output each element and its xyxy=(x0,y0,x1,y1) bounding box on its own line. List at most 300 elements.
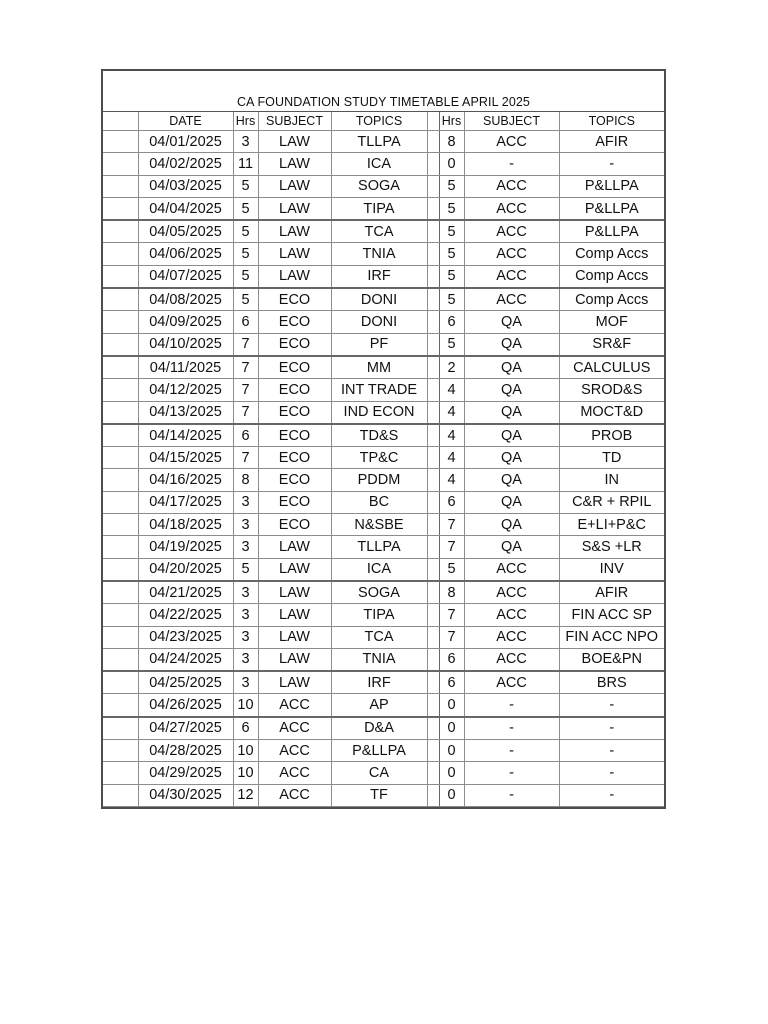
topics-cell-2: AFIR xyxy=(559,581,664,604)
topics-cell-1: D&A xyxy=(331,717,427,740)
date-cell: 04/10/2025 xyxy=(138,333,233,356)
blank-cell xyxy=(103,762,138,784)
hrs-cell-2: 4 xyxy=(439,379,464,401)
table-row xyxy=(103,671,664,694)
subject-cell-1: LAW xyxy=(258,604,331,626)
topics-cell-1: AP xyxy=(331,694,427,717)
blank-cell xyxy=(103,671,138,694)
table-row xyxy=(103,648,664,671)
blank-cell xyxy=(103,648,138,671)
subject-cell-2: - xyxy=(464,784,559,806)
hrs-cell-1: 8 xyxy=(233,469,258,491)
hrs-cell-2: 5 xyxy=(439,265,464,288)
table-row xyxy=(103,401,664,424)
blank-header xyxy=(103,112,138,131)
gap-cell xyxy=(427,784,439,806)
topics-cell-1: PF xyxy=(331,333,427,356)
subject-cell-2: ACC xyxy=(464,197,559,220)
gap-cell xyxy=(427,447,439,469)
blank-cell xyxy=(103,784,138,806)
topics-cell-1: CA xyxy=(331,762,427,784)
table-row xyxy=(103,536,664,558)
table-row xyxy=(103,356,664,379)
topics-cell-2: P&LLPA xyxy=(559,175,664,197)
date-cell: 04/27/2025 xyxy=(138,717,233,740)
topics-cell-1: PDDM xyxy=(331,469,427,491)
subject-cell-2: ACC xyxy=(464,131,559,153)
table-row xyxy=(103,626,664,648)
hrs-cell-1: 7 xyxy=(233,379,258,401)
date-cell: 04/13/2025 xyxy=(138,401,233,424)
date-cell: 04/01/2025 xyxy=(138,131,233,153)
topics-cell-2: - xyxy=(559,717,664,740)
date-cell: 04/29/2025 xyxy=(138,762,233,784)
topics-cell-2: MOF xyxy=(559,311,664,333)
gap-cell xyxy=(427,717,439,740)
hrs-cell-1: 5 xyxy=(233,220,258,243)
subject-cell-1: ECO xyxy=(258,424,331,447)
hrs-cell-2: 5 xyxy=(439,243,464,265)
subject-cell-1: ECO xyxy=(258,469,331,491)
topics-cell-1: TNIA xyxy=(331,648,427,671)
subject-cell-1: LAW xyxy=(258,558,331,581)
subject-cell-1: ECO xyxy=(258,288,331,311)
hrs-cell-1: 3 xyxy=(233,671,258,694)
subject-cell-2: QA xyxy=(464,514,559,536)
blank-cell xyxy=(103,558,138,581)
table-row xyxy=(103,558,664,581)
hrs-cell-1: 7 xyxy=(233,356,258,379)
hrs-cell-1: 3 xyxy=(233,648,258,671)
hrs-cell-1: 10 xyxy=(233,762,258,784)
blank-cell xyxy=(103,469,138,491)
hrs-cell-1: 3 xyxy=(233,131,258,153)
hrs-cell-2: 4 xyxy=(439,424,464,447)
date-cell: 04/02/2025 xyxy=(138,153,233,175)
topics-cell-1: TIPA xyxy=(331,604,427,626)
hrs-cell-1: 7 xyxy=(233,401,258,424)
gap-header xyxy=(427,112,439,131)
table-row xyxy=(103,469,664,491)
timetable-sheet xyxy=(101,69,666,809)
title-row xyxy=(103,71,664,112)
topics-cell-2: Comp Accs xyxy=(559,265,664,288)
table-row xyxy=(103,694,664,717)
date-cell: 04/16/2025 xyxy=(138,469,233,491)
subject-cell-1: ACC xyxy=(258,784,331,806)
blank-cell xyxy=(103,288,138,311)
gap-cell xyxy=(427,536,439,558)
subject-cell-2: ACC xyxy=(464,671,559,694)
subject-cell-2: ACC xyxy=(464,288,559,311)
table-row xyxy=(103,717,664,740)
gap-cell xyxy=(427,265,439,288)
hrs-cell-2: 5 xyxy=(439,175,464,197)
topics-cell-1: TNIA xyxy=(331,243,427,265)
date-cell: 04/07/2025 xyxy=(138,265,233,288)
timetable-title: CA FOUNDATION STUDY TIMETABLE APRIL 2025 xyxy=(237,95,530,109)
topics-cell-1: TCA xyxy=(331,626,427,648)
hrs-cell-1: 3 xyxy=(233,514,258,536)
topics-cell-1: IRF xyxy=(331,671,427,694)
topics-cell-2: IN xyxy=(559,469,664,491)
hrs-cell-1: 5 xyxy=(233,243,258,265)
date-cell: 04/12/2025 xyxy=(138,379,233,401)
date-cell: 04/26/2025 xyxy=(138,694,233,717)
gap-cell xyxy=(427,514,439,536)
topics-cell-2: BOE&PN xyxy=(559,648,664,671)
subject-cell-2: QA xyxy=(464,333,559,356)
subject-cell-2: ACC xyxy=(464,265,559,288)
hrs-cell-1: 5 xyxy=(233,288,258,311)
topics-cell-1: ICA xyxy=(331,153,427,175)
timetable-body xyxy=(103,131,664,807)
blank-cell xyxy=(103,243,138,265)
topics-cell-2: TD xyxy=(559,447,664,469)
topics-cell-1: DONI xyxy=(331,288,427,311)
subject-cell-2: QA xyxy=(464,536,559,558)
table-row xyxy=(103,175,664,197)
subject-header-2: SUBJECT xyxy=(464,112,559,131)
subject-cell-1: ECO xyxy=(258,401,331,424)
subject-cell-2: QA xyxy=(464,311,559,333)
subject-cell-2: QA xyxy=(464,356,559,379)
table-row xyxy=(103,424,664,447)
hrs-cell-2: 5 xyxy=(439,288,464,311)
blank-cell xyxy=(103,447,138,469)
date-cell: 04/24/2025 xyxy=(138,648,233,671)
hrs-cell-1: 6 xyxy=(233,424,258,447)
table-row xyxy=(103,311,664,333)
gap-cell xyxy=(427,333,439,356)
subject-cell-2: ACC xyxy=(464,220,559,243)
topics-cell-2: E+LI+P&C xyxy=(559,514,664,536)
date-cell: 04/22/2025 xyxy=(138,604,233,626)
gap-cell xyxy=(427,648,439,671)
subject-cell-2: ACC xyxy=(464,648,559,671)
date-cell: 04/21/2025 xyxy=(138,581,233,604)
subject-cell-1: ECO xyxy=(258,491,331,513)
topics-cell-1: TLLPA xyxy=(331,536,427,558)
blank-cell xyxy=(103,220,138,243)
topics-cell-1: TCA xyxy=(331,220,427,243)
hrs-cell-2: 7 xyxy=(439,536,464,558)
hrs-cell-2: 7 xyxy=(439,626,464,648)
timetable-table xyxy=(103,112,664,807)
subject-cell-2: - xyxy=(464,740,559,762)
date-cell: 04/17/2025 xyxy=(138,491,233,513)
subject-cell-2: ACC xyxy=(464,175,559,197)
blank-cell xyxy=(103,604,138,626)
hrs-cell-2: 4 xyxy=(439,469,464,491)
subject-cell-2: QA xyxy=(464,424,559,447)
blank-cell xyxy=(103,491,138,513)
subject-cell-2: QA xyxy=(464,469,559,491)
gap-cell xyxy=(427,220,439,243)
subject-cell-2: - xyxy=(464,153,559,175)
hrs-cell-1: 3 xyxy=(233,626,258,648)
hrs-header-2: Hrs xyxy=(439,112,464,131)
gap-cell xyxy=(427,401,439,424)
date-cell: 04/05/2025 xyxy=(138,220,233,243)
subject-cell-1: LAW xyxy=(258,581,331,604)
hrs-cell-2: 0 xyxy=(439,153,464,175)
topics-cell-1: INT TRADE xyxy=(331,379,427,401)
topics-cell-1: DONI xyxy=(331,311,427,333)
gap-cell xyxy=(427,491,439,513)
date-cell: 04/23/2025 xyxy=(138,626,233,648)
subject-cell-2: ACC xyxy=(464,243,559,265)
subject-cell-1: ACC xyxy=(258,740,331,762)
table-row xyxy=(103,581,664,604)
table-row xyxy=(103,514,664,536)
topics-cell-1: MM xyxy=(331,356,427,379)
subject-cell-2: QA xyxy=(464,401,559,424)
topics-cell-1: SOGA xyxy=(331,175,427,197)
date-cell: 04/11/2025 xyxy=(138,356,233,379)
subject-cell-1: ECO xyxy=(258,311,331,333)
gap-cell xyxy=(427,604,439,626)
topics-cell-1: TIPA xyxy=(331,197,427,220)
hrs-cell-1: 10 xyxy=(233,740,258,762)
table-row xyxy=(103,604,664,626)
hrs-cell-1: 6 xyxy=(233,717,258,740)
blank-cell xyxy=(103,401,138,424)
topics-cell-2: C&R + RPIL xyxy=(559,491,664,513)
topics-cell-1: TP&C xyxy=(331,447,427,469)
gap-cell xyxy=(427,131,439,153)
date-cell: 04/04/2025 xyxy=(138,197,233,220)
topics-cell-2: INV xyxy=(559,558,664,581)
hrs-cell-2: 5 xyxy=(439,333,464,356)
gap-cell xyxy=(427,243,439,265)
topics-cell-2: Comp Accs xyxy=(559,288,664,311)
topics-cell-1: IRF xyxy=(331,265,427,288)
topics-cell-2: AFIR xyxy=(559,131,664,153)
topics-cell-1: N&SBE xyxy=(331,514,427,536)
hrs-cell-1: 3 xyxy=(233,536,258,558)
hrs-cell-2: 6 xyxy=(439,491,464,513)
gap-cell xyxy=(427,379,439,401)
hrs-cell-2: 7 xyxy=(439,514,464,536)
blank-cell xyxy=(103,536,138,558)
subject-cell-1: LAW xyxy=(258,243,331,265)
blank-cell xyxy=(103,740,138,762)
topics-cell-1: BC xyxy=(331,491,427,513)
blank-cell xyxy=(103,514,138,536)
hrs-cell-2: 6 xyxy=(439,671,464,694)
date-cell: 04/25/2025 xyxy=(138,671,233,694)
topics-cell-1: IND ECON xyxy=(331,401,427,424)
subject-cell-1: LAW xyxy=(258,536,331,558)
topics-cell-2: MOCT&D xyxy=(559,401,664,424)
hrs-cell-1: 5 xyxy=(233,197,258,220)
table-row xyxy=(103,197,664,220)
subject-cell-2: - xyxy=(464,717,559,740)
subject-cell-2: QA xyxy=(464,379,559,401)
subject-cell-1: LAW xyxy=(258,671,331,694)
topics-cell-2: - xyxy=(559,740,664,762)
blank-cell xyxy=(103,131,138,153)
subject-cell-2: ACC xyxy=(464,604,559,626)
topics-header-2: TOPICS xyxy=(559,112,664,131)
table-row xyxy=(103,740,664,762)
gap-cell xyxy=(427,762,439,784)
hrs-cell-2: 0 xyxy=(439,740,464,762)
blank-cell xyxy=(103,311,138,333)
hrs-cell-2: 5 xyxy=(439,197,464,220)
topics-cell-2: FIN ACC SP xyxy=(559,604,664,626)
topics-cell-2: CALCULUS xyxy=(559,356,664,379)
subject-cell-2: ACC xyxy=(464,558,559,581)
hrs-cell-2: 2 xyxy=(439,356,464,379)
subject-cell-1: ECO xyxy=(258,356,331,379)
gap-cell xyxy=(427,288,439,311)
hrs-cell-1: 5 xyxy=(233,175,258,197)
gap-cell xyxy=(427,175,439,197)
subject-cell-2: QA xyxy=(464,447,559,469)
subject-cell-1: LAW xyxy=(258,648,331,671)
subject-cell-1: LAW xyxy=(258,175,331,197)
subject-cell-1: LAW xyxy=(258,131,331,153)
date-cell: 04/09/2025 xyxy=(138,311,233,333)
gap-cell xyxy=(427,694,439,717)
table-row xyxy=(103,243,664,265)
subject-cell-1: ECO xyxy=(258,379,331,401)
date-cell: 04/08/2025 xyxy=(138,288,233,311)
date-header: DATE xyxy=(138,112,233,131)
topics-cell-2: - xyxy=(559,153,664,175)
gap-cell xyxy=(427,558,439,581)
topics-cell-2: BRS xyxy=(559,671,664,694)
subject-header-1: SUBJECT xyxy=(258,112,331,131)
hrs-cell-2: 5 xyxy=(439,220,464,243)
hrs-cell-2: 0 xyxy=(439,717,464,740)
topics-cell-2: P&LLPA xyxy=(559,220,664,243)
table-row xyxy=(103,131,664,153)
hrs-cell-2: 0 xyxy=(439,694,464,717)
blank-cell xyxy=(103,153,138,175)
hrs-cell-1: 5 xyxy=(233,558,258,581)
hrs-cell-1: 10 xyxy=(233,694,258,717)
topics-cell-2: SROD&S xyxy=(559,379,664,401)
hrs-cell-2: 0 xyxy=(439,784,464,806)
date-cell: 04/28/2025 xyxy=(138,740,233,762)
subject-cell-2: ACC xyxy=(464,626,559,648)
subject-cell-2: ACC xyxy=(464,581,559,604)
hrs-cell-2: 5 xyxy=(439,558,464,581)
hrs-cell-2: 6 xyxy=(439,648,464,671)
topics-cell-2: - xyxy=(559,762,664,784)
subject-cell-1: LAW xyxy=(258,265,331,288)
date-cell: 04/03/2025 xyxy=(138,175,233,197)
gap-cell xyxy=(427,424,439,447)
table-row xyxy=(103,447,664,469)
date-cell: 04/18/2025 xyxy=(138,514,233,536)
date-cell: 04/06/2025 xyxy=(138,243,233,265)
topics-cell-1: P&LLPA xyxy=(331,740,427,762)
gap-cell xyxy=(427,153,439,175)
hrs-header-1: Hrs xyxy=(233,112,258,131)
hrs-cell-2: 4 xyxy=(439,401,464,424)
topics-cell-1: TLLPA xyxy=(331,131,427,153)
date-cell: 04/15/2025 xyxy=(138,447,233,469)
subject-cell-2: QA xyxy=(464,491,559,513)
blank-cell xyxy=(103,333,138,356)
table-row xyxy=(103,153,664,175)
gap-cell xyxy=(427,740,439,762)
blank-cell xyxy=(103,694,138,717)
hrs-cell-1: 12 xyxy=(233,784,258,806)
hrs-cell-1: 3 xyxy=(233,604,258,626)
topics-cell-1: TD&S xyxy=(331,424,427,447)
topics-cell-1: TF xyxy=(331,784,427,806)
subject-cell-1: ECO xyxy=(258,514,331,536)
blank-cell xyxy=(103,175,138,197)
topics-cell-2: - xyxy=(559,694,664,717)
table-row xyxy=(103,333,664,356)
topics-cell-2: PROB xyxy=(559,424,664,447)
date-cell: 04/14/2025 xyxy=(138,424,233,447)
hrs-cell-1: 3 xyxy=(233,491,258,513)
date-cell: 04/20/2025 xyxy=(138,558,233,581)
blank-cell xyxy=(103,379,138,401)
hrs-cell-2: 6 xyxy=(439,311,464,333)
gap-cell xyxy=(427,626,439,648)
subject-cell-1: LAW xyxy=(258,197,331,220)
blank-cell xyxy=(103,581,138,604)
topics-cell-1: SOGA xyxy=(331,581,427,604)
topics-header-1: TOPICS xyxy=(331,112,427,131)
table-row xyxy=(103,491,664,513)
topics-cell-2: - xyxy=(559,784,664,806)
blank-cell xyxy=(103,265,138,288)
subject-cell-1: ACC xyxy=(258,717,331,740)
subject-cell-2: - xyxy=(464,694,559,717)
subject-cell-1: LAW xyxy=(258,626,331,648)
hrs-cell-1: 3 xyxy=(233,581,258,604)
table-row xyxy=(103,762,664,784)
hrs-cell-2: 7 xyxy=(439,604,464,626)
hrs-cell-1: 5 xyxy=(233,265,258,288)
header-row xyxy=(103,112,664,131)
hrs-cell-1: 6 xyxy=(233,311,258,333)
subject-cell-2: - xyxy=(464,762,559,784)
date-cell: 04/30/2025 xyxy=(138,784,233,806)
blank-cell xyxy=(103,424,138,447)
blank-cell xyxy=(103,717,138,740)
gap-cell xyxy=(427,356,439,379)
subject-cell-1: LAW xyxy=(258,220,331,243)
topics-cell-1: ICA xyxy=(331,558,427,581)
table-row xyxy=(103,220,664,243)
hrs-cell-2: 4 xyxy=(439,447,464,469)
blank-cell xyxy=(103,356,138,379)
topics-cell-2: SR&F xyxy=(559,333,664,356)
gap-cell xyxy=(427,671,439,694)
hrs-cell-2: 0 xyxy=(439,762,464,784)
gap-cell xyxy=(427,197,439,220)
table-row xyxy=(103,784,664,806)
table-row xyxy=(103,288,664,311)
hrs-cell-1: 7 xyxy=(233,333,258,356)
topics-cell-2: P&LLPA xyxy=(559,197,664,220)
gap-cell xyxy=(427,469,439,491)
topics-cell-2: S&S +LR xyxy=(559,536,664,558)
hrs-cell-2: 8 xyxy=(439,581,464,604)
hrs-cell-1: 7 xyxy=(233,447,258,469)
topics-cell-2: Comp Accs xyxy=(559,243,664,265)
